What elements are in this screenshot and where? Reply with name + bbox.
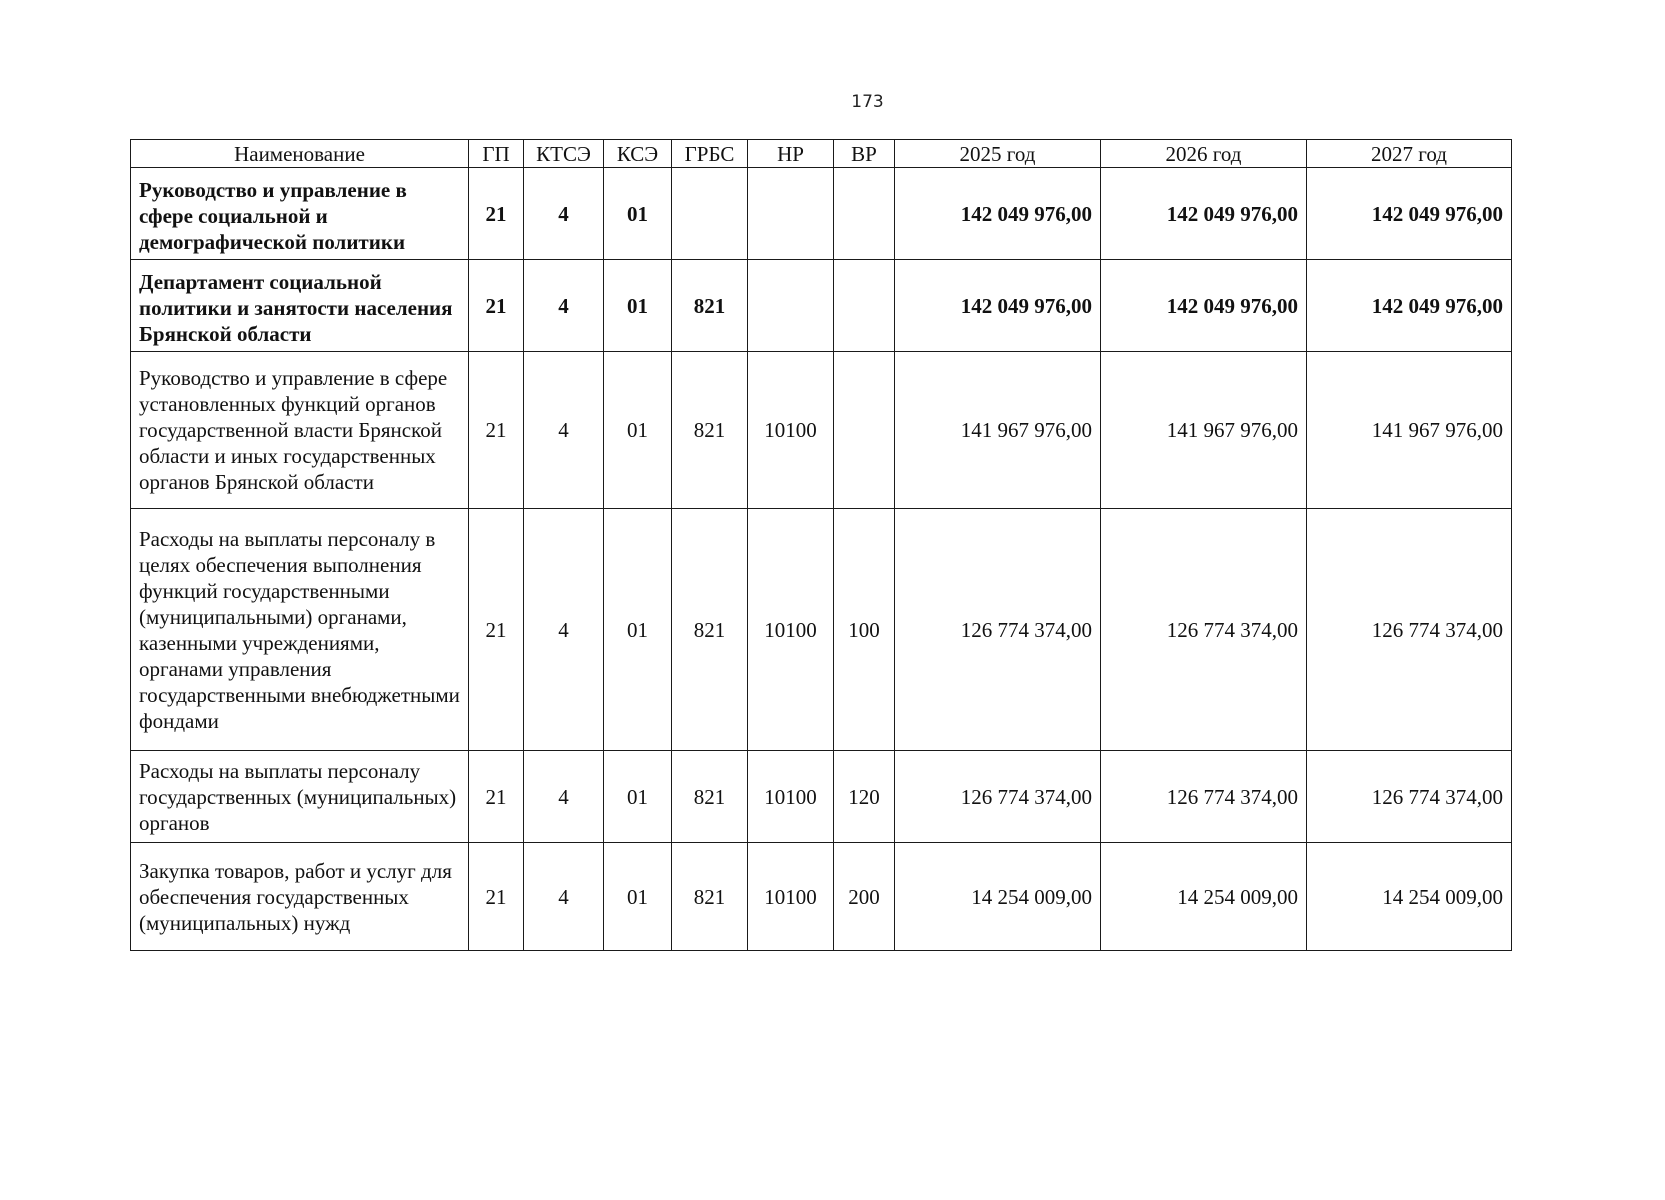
header-kse: КСЭ — [604, 140, 672, 168]
table-row — [131, 168, 1512, 260]
row-name: Департамент социальной политики и занятости населения Брянской области — [131, 260, 469, 352]
table-row — [131, 843, 1512, 951]
row-gp: 21 — [469, 260, 524, 352]
header-ktse: КТСЭ — [524, 140, 604, 168]
header-2025: 2025 год — [895, 140, 1101, 168]
row-nr — [748, 168, 834, 260]
header-grbs: ГРБС — [672, 140, 748, 168]
row-gp: 21 — [469, 751, 524, 843]
row-grbs: 821 — [672, 352, 748, 509]
row-gp: 21 — [469, 352, 524, 509]
row-2027: 126 774 374,00 — [1307, 751, 1512, 843]
row-vr: 100 — [834, 509, 895, 751]
row-grbs: 821 — [672, 509, 748, 751]
row-2025: 14 254 009,00 — [895, 843, 1101, 951]
row-grbs — [672, 168, 748, 260]
header-2026: 2026 год — [1101, 140, 1307, 168]
row-vr — [834, 260, 895, 352]
row-nr — [748, 260, 834, 352]
row-vr: 120 — [834, 751, 895, 843]
row-2025: 126 774 374,00 — [895, 751, 1101, 843]
row-vr — [834, 352, 895, 509]
budget-table — [130, 139, 1512, 951]
row-ktse: 4 — [524, 168, 604, 260]
row-kse: 01 — [604, 260, 672, 352]
table-row — [131, 509, 1512, 751]
row-grbs: 821 — [672, 751, 748, 843]
row-vr: 200 — [834, 843, 895, 951]
row-vr — [834, 168, 895, 260]
header-nr: НР — [748, 140, 834, 168]
table-row — [131, 260, 1512, 352]
row-2026: 126 774 374,00 — [1101, 509, 1307, 751]
row-kse: 01 — [604, 509, 672, 751]
row-ktse: 4 — [524, 260, 604, 352]
row-2027: 14 254 009,00 — [1307, 843, 1512, 951]
row-name: Руководство и управление в сфере установленных функций органов государственной власти Брянской области и иных государственных органов Брянской области — [131, 352, 469, 509]
row-grbs: 821 — [672, 260, 748, 352]
row-2025: 126 774 374,00 — [895, 509, 1101, 751]
header-vr: ВР — [834, 140, 895, 168]
row-2026: 142 049 976,00 — [1101, 260, 1307, 352]
row-nr: 10100 — [748, 751, 834, 843]
row-nr: 10100 — [748, 352, 834, 509]
row-ktse: 4 — [524, 509, 604, 751]
row-2026: 141 967 976,00 — [1101, 352, 1307, 509]
header-2027: 2027 год — [1307, 140, 1512, 168]
row-kse: 01 — [604, 352, 672, 509]
row-2025: 142 049 976,00 — [895, 260, 1101, 352]
row-gp: 21 — [469, 843, 524, 951]
row-kse: 01 — [604, 168, 672, 260]
header-gp: ГП — [469, 140, 524, 168]
row-kse: 01 — [604, 751, 672, 843]
table-row — [131, 751, 1512, 843]
row-nr: 10100 — [748, 509, 834, 751]
row-2027: 142 049 976,00 — [1307, 260, 1512, 352]
table-row — [131, 352, 1512, 509]
row-2026: 126 774 374,00 — [1101, 751, 1307, 843]
header-name: Наименование — [131, 140, 469, 168]
row-2026: 142 049 976,00 — [1101, 168, 1307, 260]
row-gp: 21 — [469, 509, 524, 751]
row-2025: 141 967 976,00 — [895, 352, 1101, 509]
row-2026: 14 254 009,00 — [1101, 843, 1307, 951]
row-2027: 126 774 374,00 — [1307, 509, 1512, 751]
row-ktse: 4 — [524, 843, 604, 951]
page-number: 173 — [851, 92, 884, 112]
row-2025: 142 049 976,00 — [895, 168, 1101, 260]
row-name: Расходы на выплаты персоналу в целях обеспечения выполнения функций государственными (муниципальными) органами, казенными учреждениями, органами управления государственными внебюджетными фондами — [131, 509, 469, 751]
row-nr: 10100 — [748, 843, 834, 951]
row-kse: 01 — [604, 843, 672, 951]
row-2027: 142 049 976,00 — [1307, 168, 1512, 260]
row-2027: 141 967 976,00 — [1307, 352, 1512, 509]
row-gp: 21 — [469, 168, 524, 260]
row-name: Расходы на выплаты персоналу государственных (муниципальных) органов — [131, 751, 469, 843]
row-name: Закупка товаров, работ и услуг для обеспечения государственных (муниципальных) нужд — [131, 843, 469, 951]
row-name: Руководство и управление в сфере социальной и демографической политики — [131, 168, 469, 260]
header-row — [131, 140, 1512, 168]
row-ktse: 4 — [524, 751, 604, 843]
row-ktse: 4 — [524, 352, 604, 509]
row-grbs: 821 — [672, 843, 748, 951]
